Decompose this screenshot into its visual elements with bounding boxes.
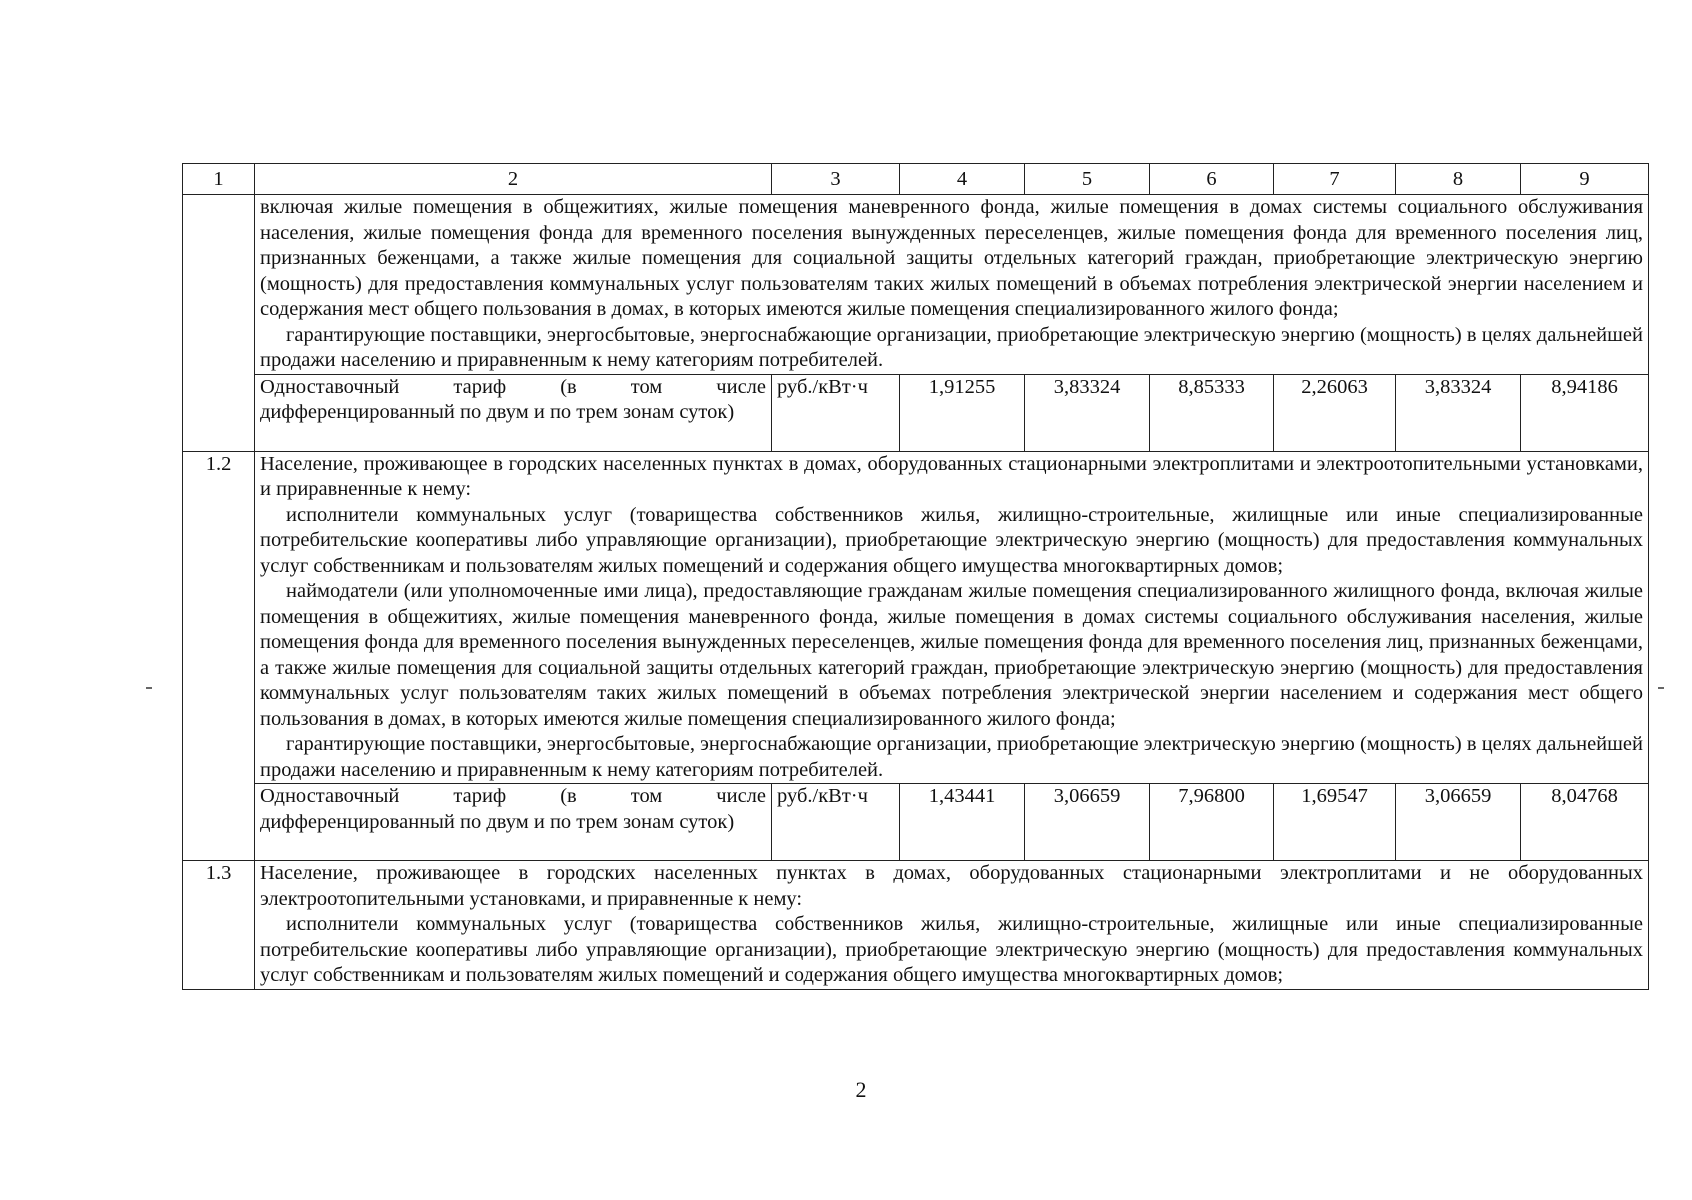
category-description [255,861,1649,990]
column-number-row [183,164,1649,195]
paragraph: Население, проживающее в городских населенных пунктах в домах, оборудованных стационарными электроплитами и не оборудованных электроотопительными установками, и приравненные к нему: [260,862,1643,910]
tariff-value: 2,26063 [1274,374,1396,451]
row-number-cell: 1.2 [183,451,255,861]
column-header: 7 [1274,164,1396,195]
column-header: 9 [1521,164,1649,195]
tariff-name: Одноставочный тариф (в том числе дифференцированный по двум и по трем зонам суток) [255,784,772,861]
column-header: 6 [1150,164,1274,195]
tariff-row [183,374,1649,451]
tariff-table [182,163,1649,990]
row-number-cell [183,195,255,452]
unit-cell: руб./кВт·ч [772,784,900,861]
tariff-value: 1,91255 [900,374,1025,451]
column-header: 3 [772,164,900,195]
tariff-row [183,784,1649,861]
category-description [255,195,1649,375]
tariff-value: 3,06659 [1396,784,1521,861]
table-row [183,195,1649,375]
column-header: 1 [183,164,255,195]
tariff-value: 8,85333 [1150,374,1274,451]
tariff-value: 3,83324 [1396,374,1521,451]
table-row [183,861,1649,990]
column-header: 8 [1396,164,1521,195]
paragraph: Население, проживающее в городских населенных пунктах в домах, оборудованных стационарными электроплитами и электроотопительными установками, и приравненные к нему: [260,452,1643,500]
paragraph: наймодатели (или уполномоченные ими лица), предоставляющие гражданам жилые помещения специализированного жилищного фонда, включая жилые помещения в общежитиях, жилые помещения маневренного фонда, жилые помещения в домах системы социального обслуживания населения, жилые помещения фонда для временного поселения вынужденных переселенцев, жилые помещения фонда для временного поселения лиц, признанных беженцами, а также жилые помещения для социальной защиты отдельных категорий граждан, приобретающие электрическую энергию (мощность) для предоставления коммунальных услуг пользователям таких жилых помещений в объемах потребления электрической энергии населением и содержания мест общего пользования в домах, в которых имеются жилые помещения специализированного жилого фонда; [260,580,1643,730]
tariff-value: 1,69547 [1274,784,1396,861]
tariff-value: 1,43441 [900,784,1025,861]
scan-speck [1658,687,1664,689]
paragraph: исполнители коммунальных услуг (товарищества собственников жилья, жилищно-строительные, жилищные или иные специализированные потребительские кооперативы либо управляющие организации), приобретающие электрическую энергию (мощность) для предоставления коммунальных услуг собственникам и пользователям жилых помещений и содержания общего имущества многоквартирных домов; [260,913,1643,986]
paragraph: исполнители коммунальных услуг (товарищества собственников жилья, жилищно-строительные, жилищные или иные специализированные потребительские кооперативы либо управляющие организации), приобретающие электрическую энергию (мощность) для предоставления коммунальных услуг собственникам и пользователям жилых помещений и содержания общего имущества многоквартирных домов; [260,503,1643,577]
tariff-value: 7,96800 [1150,784,1274,861]
column-header: 5 [1025,164,1150,195]
row-number-cell: 1.3 [183,861,255,990]
table-row [183,451,1649,784]
scan-speck [146,687,152,689]
unit-cell: руб./кВт·ч [772,374,900,451]
tariff-value: 8,04768 [1521,784,1649,861]
tariff-value: 3,06659 [1025,784,1150,861]
paragraph: гарантирующие поставщики, энергосбытовые, энергоснабжающие организации, приобретающие электрическую энергию (мощность) в целях дальнейшей продажи населению и приравненным к нему категориям потребителей. [260,733,1643,781]
tariff-value: 3,83324 [1025,374,1150,451]
page-number: 2 [855,1077,867,1102]
tariff-name: Одноставочный тариф (в том числе дифференцированный по двум и по трем зонам суток) [255,374,772,451]
paragraph: гарантирующие поставщики, энергосбытовые, энергоснабжающие организации, приобретающие электрическую энергию (мощность) в целях дальнейшей продажи населению и приравненным к нему категориям потребителей. [260,323,1643,371]
category-description [255,451,1649,784]
column-header: 2 [255,164,772,195]
paragraph: включая жилые помещения в общежитиях, жилые помещения маневренного фонда, жилые помещения в домах системы социального обслуживания населения, жилые помещения фонда для временного поселения вынужденных переселенцев, жилые помещения фонда для временного поселения лиц, признанных беженцами, а также жилые помещения для социальной защиты отдельных категорий граждан, приобретающие электрическую энергию (мощность) для предоставления коммунальных услуг пользователям таких жилых помещений в объемах потребления электрической энергии населением и содержания мест общего пользования в домах, в которых имеются жилые помещения специализированного жилого фонда; [260,196,1643,320]
tariff-value: 8,94186 [1521,374,1649,451]
column-header: 4 [900,164,1025,195]
